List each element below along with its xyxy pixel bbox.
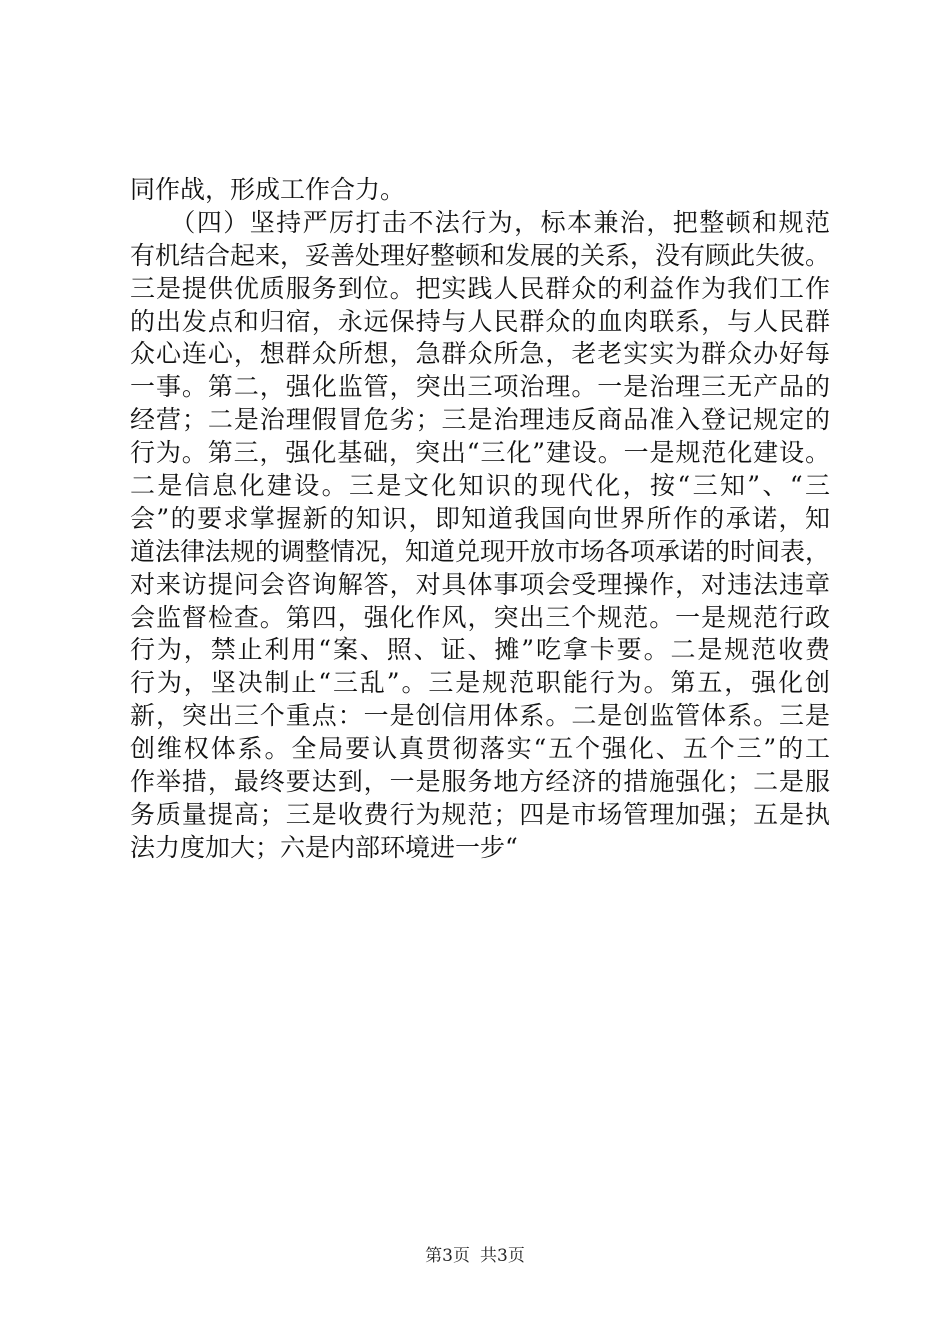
text-line: 行为。第三，强化基础，突出“三化”建设。一是规范化建设。 [130,438,830,468]
page-total: 共3页 [480,1246,525,1266]
text-line: （四）坚持严厉打击不法行为，标本兼治，把整顿和规范 [130,207,830,237]
text-line: 法力度加大；六是内部环境进一步“ [130,832,518,862]
text-line: 道法律法规的调整情况，知道兑现开放市场各项承诺的时间表， [130,536,831,566]
text-line: 新，突出三个重点：一是创信用体系。二是创监管体系。三是 [130,701,830,731]
text-line: 众心连心，想群众所想，急群众所急，老老实实为群众办好每 [130,339,830,369]
text-line: 三是提供优质服务到位。把实践人民群众的利益作为我们工作 [130,273,830,303]
text-line: 的出发点和归宿，永远保持与人民群众的血肉联系，与人民群 [130,306,830,336]
text-line: 务质量提高；三是收费行为规范；四是市场管理加强；五是执 [130,799,830,829]
text-line: 一事。第二，强化监管，突出三项治理。一是治理三无产品的 [130,372,830,402]
page-number: 第3页 [425,1246,470,1266]
page-footer [0,1241,950,1266]
text-line: 经营；二是治理假冒危劣；三是治理违反商品准入登记规定的 [130,405,830,435]
text-line: 行为，坚决制止“三乱”。三是规范职能行为。第五，强化创 [130,668,830,698]
text-line: 同作战，形成工作合力。 [130,175,406,204]
text-line: 会监督检查。第四，强化作风，突出三个规范。一是规范行政 [130,602,830,632]
document-body [130,174,830,865]
text-line: 对来访提问会咨询解答，对具体事项会受理操作，对违法违章 [130,569,830,599]
text-line: 有机结合起来，妥善处理好整顿和发展的关系，没有顾此失彼。 [130,240,831,270]
text-line: 作举措，最终要达到，一是服务地方经济的措施强化；二是服 [130,767,830,797]
text-line: 会”的要求掌握新的知识，即知道我国向世界所作的承诺，知 [130,503,830,533]
text-line: 创维权体系。全局要认真贯彻落实“五个强化、五个三”的工 [130,734,830,764]
text-line: 二是信息化建设。三是文化知识的现代化，按“三知”、“三 [130,471,830,501]
text-line: 行为，禁止利用“案、照、证、摊”吃拿卡要。二是规范收费 [130,635,830,665]
